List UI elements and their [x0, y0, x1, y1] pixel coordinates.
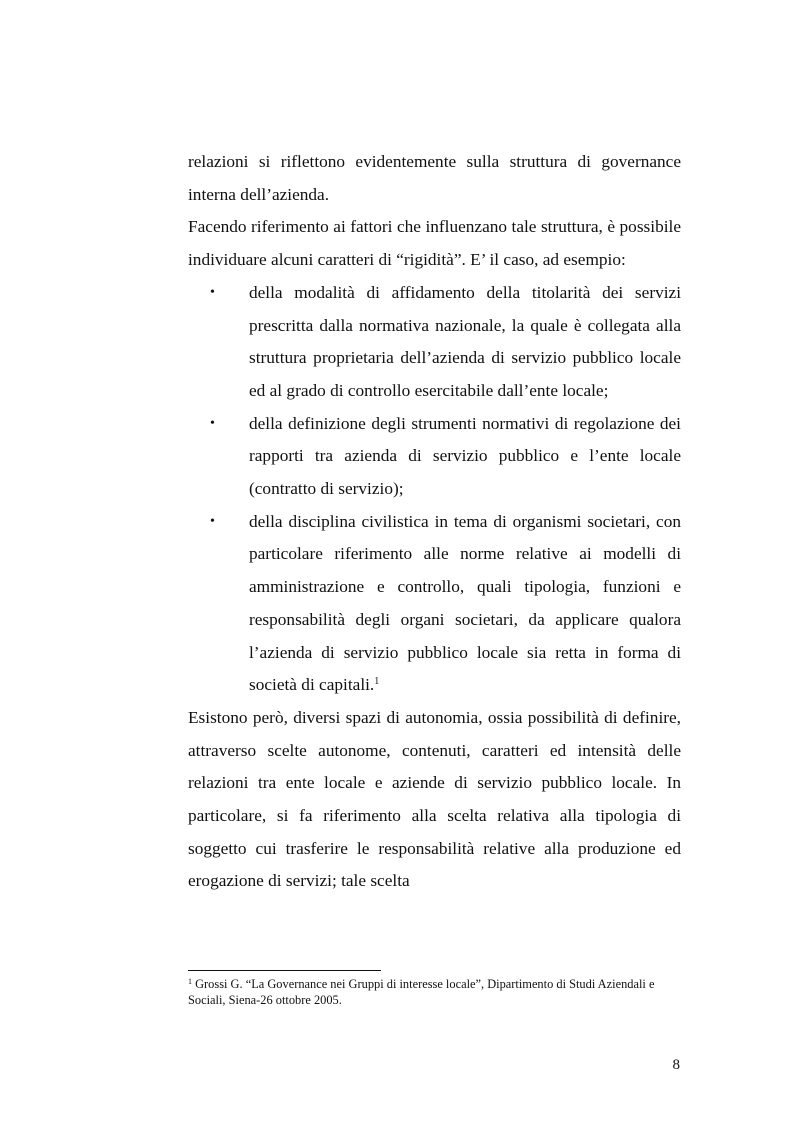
- list-item: [188, 408, 681, 506]
- list-item: [188, 506, 681, 702]
- bullet-icon: •: [210, 513, 215, 529]
- footnote-divider: [188, 970, 381, 971]
- page-number: 8: [672, 1057, 680, 1073]
- footnote: [188, 976, 681, 1008]
- paragraph-1: relazioni si riflettono evidentemente sulla struttura di governance interna dell’azienda.: [188, 152, 681, 204]
- list-item: [188, 277, 681, 408]
- bullet-text: della disciplina civilistica in tema di organismi societari, con particolare riferimento alle norme relative ai modelli di amministrazione e controllo, quali tipologia, funzioni e responsabilità degli organi societari, da applicare qualora l’azienda di servizio pubblico locale sia retta in forma di società di capitali.: [249, 511, 681, 695]
- footnote-number: 1: [188, 977, 192, 986]
- bullet-icon: •: [210, 415, 215, 431]
- paragraph-3: Esistono però, diversi spazi di autonomia, ossia possibilità di definire, attraverso scelte autonome, contenuti, caratteri ed intensità delle relazioni tra ente locale e aziende di servizio pubblico locale. In particolare, si fa riferimento alla scelta relativa alla tipologia di soggetto cui trasferire le responsabilità relative alla produzione ed erogazione di servizi; tale scelta: [188, 707, 681, 891]
- bullet-list: [188, 277, 681, 702]
- footnote-text: Grossi G. “La Governance nei Gruppi di interesse locale”, Dipartimento di Studi Aziendali e Sociali, Siena-26 ottobre 2005.: [188, 977, 655, 1007]
- footnote-reference[interactable]: 1: [374, 676, 380, 688]
- bullet-icon: •: [210, 284, 215, 300]
- body-text: [188, 146, 681, 898]
- bullet-text: della definizione degli strumenti normativi di regolazione dei rapporti tra azienda di servizio pubblico e l’ente locale (contratto di servizio);: [249, 413, 681, 499]
- paragraph-2: Facendo riferimento ai fattori che influenzano tale struttura, è possibile individuare alcuni caratteri di “rigidità”. E’ il caso, ad esempio:: [188, 217, 681, 270]
- bullet-text: della modalità di affidamento della titolarità dei servizi prescritta dalla normativa nazionale, la quale è collegata alla struttura proprietaria dell’azienda di servizio pubblico locale ed al grado di controllo esercitabile dall’ente locale;: [249, 282, 681, 400]
